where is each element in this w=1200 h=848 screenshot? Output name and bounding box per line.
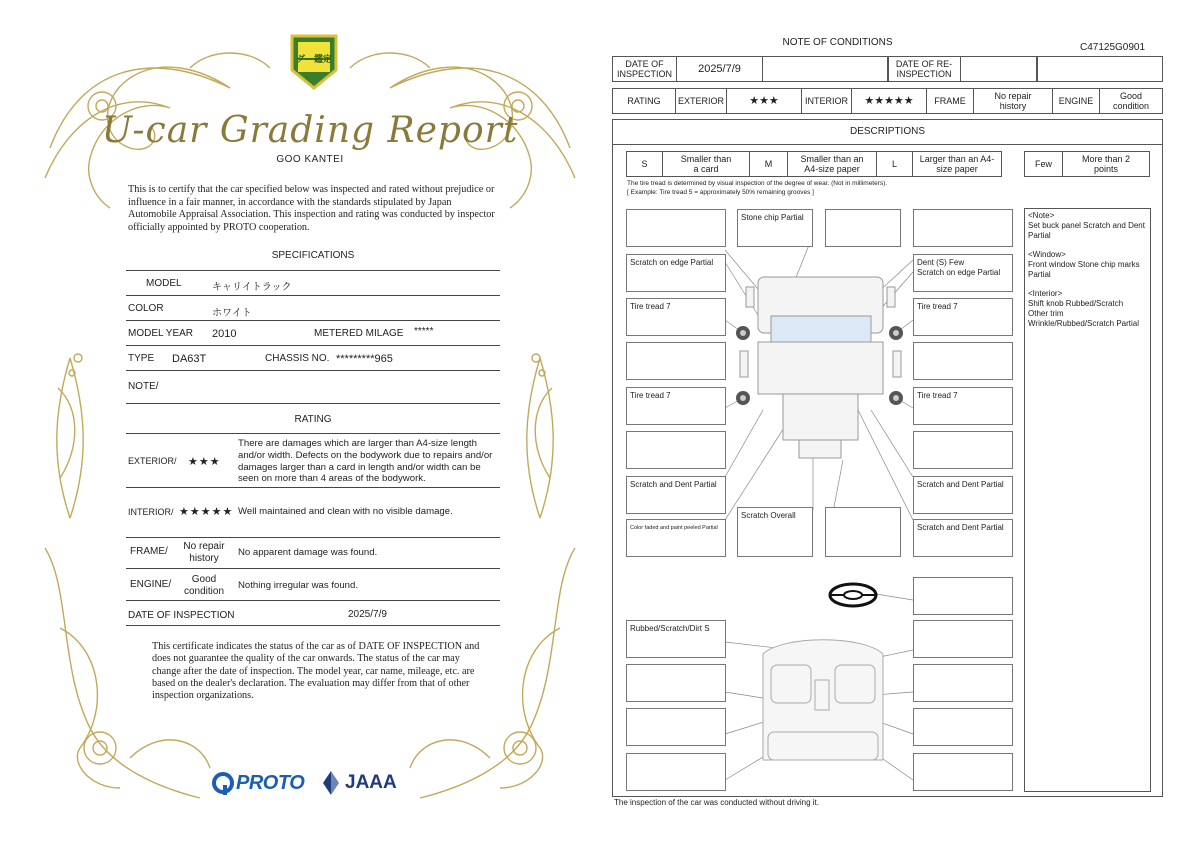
legend-few-text: More than 2 points xyxy=(1081,154,1131,174)
interior-text-3: Wrinkle/Rubbed/Scratch Partial xyxy=(1028,319,1140,328)
condition-box xyxy=(913,209,1013,247)
tread-note-2: [ Example: Tire tread 5 = approximately 50% remaining grooves ] xyxy=(627,189,814,196)
condition-box xyxy=(825,209,901,247)
model-value: キャリイトラック xyxy=(212,282,292,293)
empty-cell xyxy=(961,57,1037,81)
intro-paragraph: This is to certify that the car specified below was inspected and rated without prejudice or influence in a fair manner, in accordance with the standards stipulated by Japan Automobile Appraisal Association. This inspection and rating was conducted by inspector officially appointed by PROTO cooperation. xyxy=(128,184,495,233)
condition-box xyxy=(626,431,726,469)
interior-text-2: Other trim xyxy=(1028,309,1064,318)
condition-box-tire-tread: Tire tread 7 xyxy=(913,298,1013,336)
legend-l-text: Larger than an A4-size paper xyxy=(919,154,995,174)
frame-description: No apparent damage was found. xyxy=(238,547,378,558)
frame-value: No repair history xyxy=(974,89,1053,113)
model-year-label: MODEL YEAR xyxy=(128,328,194,339)
metered-milage-value: ***** xyxy=(414,326,434,337)
condition-box-scratch-edge: Scratch on edge Partial xyxy=(626,254,726,292)
logo-text: グー鑑定 xyxy=(295,54,332,64)
legend-few: Few xyxy=(1025,152,1063,176)
interior-label: INTERIOR/ xyxy=(128,507,174,517)
divider xyxy=(126,345,500,346)
sheet-footer: The inspection of the car was conducted without driving it. xyxy=(614,798,819,807)
color-label: COLOR xyxy=(128,303,164,314)
condition-scratch-edge-text: Scratch on edge Partial xyxy=(917,268,1001,277)
chassis-value: *********965 xyxy=(336,353,393,365)
legend-s-text: Smaller than a card xyxy=(663,152,750,176)
exterior-stars: ★★★ xyxy=(727,89,802,113)
condition-box xyxy=(626,209,726,247)
report-subtitle: GOO KANTEI xyxy=(276,154,344,165)
sheet-code: C47125G0901 xyxy=(1080,42,1146,53)
condition-box xyxy=(626,342,726,380)
condition-box-scratch-dent: Scratch and Dent Partial xyxy=(913,519,1013,557)
exterior-label: EXTERIOR/ xyxy=(128,456,177,466)
descriptions-panel xyxy=(612,119,1163,797)
divider xyxy=(126,403,500,404)
date-row xyxy=(612,56,1163,82)
date-of-inspection-label: DATE OF INSPECTION xyxy=(613,57,677,81)
date-value: 2025/7/9 xyxy=(348,609,387,620)
frame-label: FRAME xyxy=(927,89,974,113)
note-label: NOTE/ xyxy=(128,381,159,392)
note-heading: <Note> xyxy=(1028,211,1055,220)
legend-m: M xyxy=(750,152,788,176)
engine-value: Good condition xyxy=(183,574,225,597)
empty-cell xyxy=(1037,57,1038,81)
model-year-value: 2010 xyxy=(212,328,237,340)
frame-value: No repair history xyxy=(183,541,225,564)
exterior-label: EXTERIOR xyxy=(676,89,727,113)
condition-box-rubbed: Rubbed/Scratch/Dirt S xyxy=(626,620,726,658)
condition-box-dent xyxy=(913,254,1013,292)
exterior-stars: ★★★ xyxy=(188,456,221,468)
metered-milage-label: METERED MILAGE xyxy=(314,328,404,339)
interior-stars: ★★★★★ xyxy=(852,89,927,113)
steering-wheel-icon xyxy=(830,584,876,606)
condition-box xyxy=(913,620,1013,658)
condition-dent-text: Dent (S) Few xyxy=(917,258,965,267)
legend-l: L xyxy=(877,152,913,176)
frame-label: FRAME/ xyxy=(130,546,168,557)
condition-box-tire-tread: Tire tread 7 xyxy=(626,298,726,336)
condition-box xyxy=(626,708,726,746)
empty-cell xyxy=(763,57,889,81)
rating-row xyxy=(612,88,1163,114)
divider xyxy=(126,370,500,371)
condition-box-stone-chip: Stone chip Partial xyxy=(737,209,813,247)
divider xyxy=(126,295,500,296)
engine-description: Nothing irregular was found. xyxy=(238,580,358,591)
descriptions-heading: DESCRIPTIONS xyxy=(849,126,925,137)
rating-label: RATING xyxy=(613,89,676,113)
goo-kantei-logo xyxy=(288,32,340,90)
date-of-reinspection-label: DATE OF RE-INSPECTION xyxy=(887,57,961,81)
condition-box-tire-tread: Tire tread 7 xyxy=(913,387,1013,425)
interior-text-1: Shift knob Rubbed/Scratch xyxy=(1028,299,1124,308)
jaaa-logo xyxy=(320,768,397,798)
type-label: TYPE xyxy=(128,353,155,364)
divider xyxy=(126,600,500,601)
condition-box xyxy=(626,664,726,702)
jaaa-logo-text: JAAA xyxy=(345,772,397,793)
divider xyxy=(126,625,500,626)
divider xyxy=(126,320,500,321)
condition-box xyxy=(913,708,1013,746)
condition-box-scratch-overall: Scratch Overall xyxy=(737,507,813,557)
condition-box-color-faded: Color faded and paint peeled Partial xyxy=(626,519,726,557)
interior-label: INTERIOR xyxy=(802,89,852,113)
condition-box xyxy=(825,507,901,557)
jaaa-mark-icon xyxy=(320,769,342,797)
specifications-heading: SPECIFICATIONS xyxy=(271,250,355,261)
type-value: DA63T xyxy=(172,353,207,365)
date-of-inspection-value: 2025/7/9 xyxy=(677,57,763,81)
proto-mark-icon xyxy=(212,771,236,795)
condition-box-scratch-dent: Scratch and Dent Partial xyxy=(913,476,1013,514)
legend-m-text: Smaller than an A4-size paper xyxy=(788,152,877,176)
report-title: U-car Grading Report xyxy=(101,110,519,151)
sheet-title: NOTE OF CONDITIONS xyxy=(782,37,893,48)
divider xyxy=(126,270,500,271)
divider xyxy=(126,568,500,569)
chassis-label: CHASSIS NO. xyxy=(265,353,330,364)
rating-heading: RATING xyxy=(294,414,332,425)
condition-box xyxy=(913,342,1013,380)
divider xyxy=(126,487,500,488)
condition-box xyxy=(913,577,1013,615)
model-label: MODEL xyxy=(146,278,182,289)
notes-box xyxy=(1024,208,1151,792)
exterior-description: There are damages which are larger than A4-size length and/or width. Defects on the bodywork due to repairs and/or damages larger than a card in length and/or width can be seen on more than 4 areas of the bodywork. xyxy=(238,438,493,485)
few-legend xyxy=(1024,151,1150,177)
engine-value: Good condition xyxy=(1112,91,1150,111)
condition-box xyxy=(626,753,726,791)
date-label: DATE OF INSPECTION xyxy=(128,610,235,621)
window-heading: <Window> xyxy=(1028,250,1066,259)
divider xyxy=(126,433,500,434)
color-value: ホワイト xyxy=(212,308,252,319)
legend-s: S xyxy=(627,152,663,176)
interior-heading: <Interior> xyxy=(1028,289,1063,298)
closing-paragraph: This certificate indicates the status of the car as of DATE OF INSPECTION and does not guarantee the quality of the car onwards. The status of the car may change after the date of inspection. The model year, car name, mileage, etc. are based on the dealer's declaration. The evaluation may differ from that of other inspection organizations. xyxy=(152,641,480,702)
certificate xyxy=(40,28,580,818)
proto-logo xyxy=(212,768,304,798)
condition-box-tire-tread: Tire tread 7 xyxy=(626,387,726,425)
divider xyxy=(126,537,500,538)
note-text: Set buck panel Scratch and Dent Partial xyxy=(1028,221,1145,240)
engine-label: ENGINE xyxy=(1053,89,1100,113)
interior-stars: ★★★★★ xyxy=(179,506,234,518)
condition-box xyxy=(913,753,1013,791)
window-text: Front window Stone chip marks Partial xyxy=(1028,260,1140,279)
proto-logo-text: PROTO xyxy=(236,771,305,794)
condition-box xyxy=(913,664,1013,702)
condition-box-scratch-dent: Scratch and Dent Partial xyxy=(626,476,726,514)
tread-note-1: The tire tread is determined by visual inspection of the degree of wear. (Not in millimeters). xyxy=(627,180,888,187)
condition-box xyxy=(913,431,1013,469)
interior-description: Well maintained and clean with no visible damage. xyxy=(238,506,453,517)
engine-label: ENGINE/ xyxy=(130,579,172,590)
